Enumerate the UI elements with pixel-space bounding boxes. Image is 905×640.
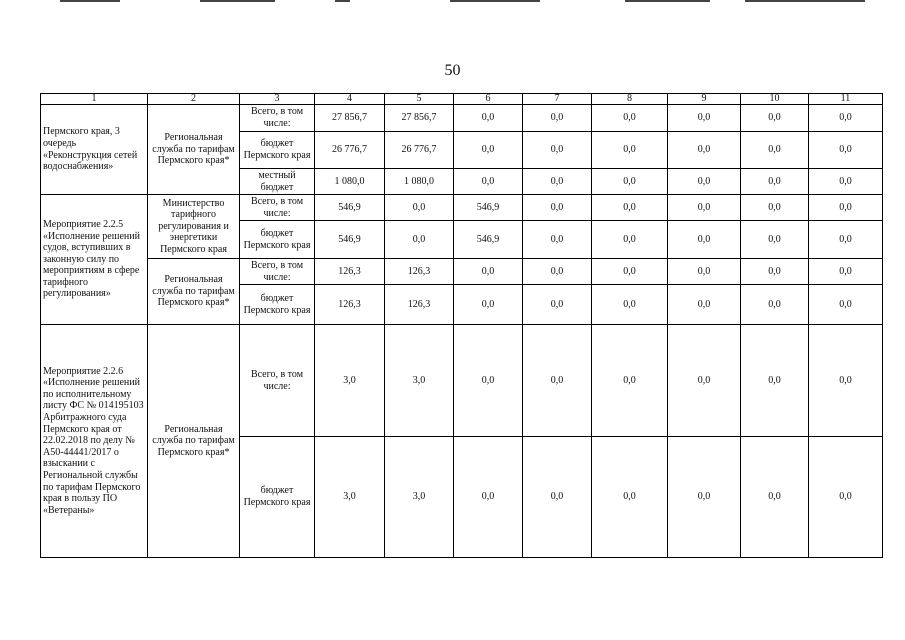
value-cell: 0,0 bbox=[523, 325, 592, 437]
header-cell: 10 bbox=[741, 94, 809, 105]
measure-title-cell: Пермского края, 3 очередь «Реконструкция сетей водоснабжения» bbox=[41, 105, 148, 195]
executor-cell: Министерство тарифного регулирования и энергетики Пермского края bbox=[148, 195, 240, 259]
top-border-line bbox=[745, 0, 865, 2]
value-cell: 0,0 bbox=[809, 195, 883, 221]
value-cell: 0,0 bbox=[592, 132, 668, 169]
value-cell: 546,9 bbox=[315, 221, 385, 259]
value-cell: 0,0 bbox=[668, 259, 741, 285]
value-cell: 126,3 bbox=[315, 259, 385, 285]
value-cell: 0,0 bbox=[523, 259, 592, 285]
value-cell: 0,0 bbox=[741, 437, 809, 558]
source-cell: Всего, в том числе: bbox=[240, 325, 315, 437]
source-cell: бюджет Пермского края bbox=[240, 285, 315, 325]
executor-cell: Региональная служба по тарифам Пермского края* bbox=[148, 325, 240, 558]
source-cell: бюджет Пермского края bbox=[240, 437, 315, 558]
value-cell: 0,0 bbox=[809, 132, 883, 169]
value-cell: 0,0 bbox=[741, 259, 809, 285]
value-cell: 1 080,0 bbox=[385, 169, 454, 195]
value-cell: 27 856,7 bbox=[315, 105, 385, 132]
measure-title-cell: Мероприятие 2.2.6 «Исполнение решений по исполнительному листу ФС № 014195103 Арбитражного суда Пермского края от 22.02.2018 по делу № А50-44441/2017 о взыскании с Региональной службы по тарифам Пермского края в пользу ПО «Ветераны» bbox=[41, 325, 148, 558]
value-cell: 546,9 bbox=[454, 195, 523, 221]
value-cell: 0,0 bbox=[523, 105, 592, 132]
value-cell: 0,0 bbox=[454, 437, 523, 558]
value-cell: 1 080,0 bbox=[315, 169, 385, 195]
header-cell: 1 bbox=[41, 94, 148, 105]
value-cell: 0,0 bbox=[454, 105, 523, 132]
value-cell: 126,3 bbox=[385, 259, 454, 285]
value-cell: 0,0 bbox=[523, 221, 592, 259]
value-cell: 0,0 bbox=[385, 221, 454, 259]
header-cell: 5 bbox=[385, 94, 454, 105]
value-cell: 0,0 bbox=[741, 285, 809, 325]
value-cell: 0,0 bbox=[592, 195, 668, 221]
value-cell: 0,0 bbox=[668, 169, 741, 195]
value-cell: 0,0 bbox=[592, 259, 668, 285]
table-row bbox=[41, 325, 883, 437]
header-cell: 3 bbox=[240, 94, 315, 105]
value-cell: 0,0 bbox=[809, 105, 883, 132]
source-cell: Всего, в том числе: bbox=[240, 105, 315, 132]
value-cell: 0,0 bbox=[741, 105, 809, 132]
source-cell: Всего, в том числе: bbox=[240, 195, 315, 221]
value-cell: 0,0 bbox=[592, 325, 668, 437]
header-cell: 8 bbox=[592, 94, 668, 105]
value-cell: 0,0 bbox=[454, 259, 523, 285]
value-cell: 0,0 bbox=[592, 105, 668, 132]
value-cell: 126,3 bbox=[315, 285, 385, 325]
value-cell: 0,0 bbox=[741, 195, 809, 221]
value-cell: 126,3 bbox=[385, 285, 454, 325]
value-cell: 0,0 bbox=[668, 325, 741, 437]
value-cell: 0,0 bbox=[454, 169, 523, 195]
header-cell: 9 bbox=[668, 94, 741, 105]
header-cell: 7 bbox=[523, 94, 592, 105]
source-cell: местный бюджет bbox=[240, 169, 315, 195]
value-cell: 0,0 bbox=[523, 437, 592, 558]
source-cell: Всего, в том числе: bbox=[240, 259, 315, 285]
top-border-line bbox=[335, 0, 350, 2]
source-cell: бюджет Пермского края bbox=[240, 221, 315, 259]
measure-title-cell: Мероприятие 2.2.5 «Исполнение решений судов, вступивших в законную силу по мероприятиям в сфере тарифного регулирования» bbox=[41, 195, 148, 325]
value-cell: 0,0 bbox=[454, 325, 523, 437]
value-cell: 0,0 bbox=[668, 437, 741, 558]
header-cell: 11 bbox=[809, 94, 883, 105]
value-cell: 0,0 bbox=[454, 285, 523, 325]
value-cell: 3,0 bbox=[315, 437, 385, 558]
value-cell: 0,0 bbox=[809, 259, 883, 285]
value-cell: 26 776,7 bbox=[385, 132, 454, 169]
top-border-line bbox=[625, 0, 710, 2]
top-border-line bbox=[200, 0, 275, 2]
value-cell: 0,0 bbox=[809, 221, 883, 259]
table-row bbox=[41, 195, 883, 221]
value-cell: 3,0 bbox=[315, 325, 385, 437]
value-cell: 0,0 bbox=[668, 221, 741, 259]
value-cell: 0,0 bbox=[668, 195, 741, 221]
header-cell: 6 bbox=[454, 94, 523, 105]
value-cell: 0,0 bbox=[668, 132, 741, 169]
value-cell: 0,0 bbox=[741, 169, 809, 195]
table-row bbox=[41, 259, 883, 285]
value-cell: 0,0 bbox=[523, 169, 592, 195]
value-cell: 27 856,7 bbox=[385, 105, 454, 132]
value-cell: 0,0 bbox=[668, 285, 741, 325]
value-cell: 0,0 bbox=[809, 325, 883, 437]
executor-cell: Региональная служба по тарифам Пермского края* bbox=[148, 105, 240, 195]
value-cell: 0,0 bbox=[592, 437, 668, 558]
header-cell: 4 bbox=[315, 94, 385, 105]
table-row bbox=[41, 105, 883, 132]
value-cell: 0,0 bbox=[385, 195, 454, 221]
header-row bbox=[41, 94, 883, 105]
value-cell: 0,0 bbox=[809, 437, 883, 558]
top-border-line bbox=[60, 0, 120, 2]
source-cell: бюджет Пермского края bbox=[240, 132, 315, 169]
value-cell: 0,0 bbox=[523, 195, 592, 221]
value-cell: 0,0 bbox=[741, 132, 809, 169]
value-cell: 0,0 bbox=[668, 105, 741, 132]
value-cell: 0,0 bbox=[809, 169, 883, 195]
value-cell: 546,9 bbox=[454, 221, 523, 259]
value-cell: 0,0 bbox=[454, 132, 523, 169]
header-cell: 2 bbox=[148, 94, 240, 105]
value-cell: 0,0 bbox=[741, 325, 809, 437]
value-cell: 0,0 bbox=[523, 285, 592, 325]
value-cell: 3,0 bbox=[385, 437, 454, 558]
value-cell: 0,0 bbox=[523, 132, 592, 169]
value-cell: 3,0 bbox=[385, 325, 454, 437]
value-cell: 546,9 bbox=[315, 195, 385, 221]
budget-table bbox=[40, 93, 883, 558]
value-cell: 0,0 bbox=[592, 221, 668, 259]
value-cell: 0,0 bbox=[809, 285, 883, 325]
value-cell: 0,0 bbox=[741, 221, 809, 259]
page-number: 50 bbox=[444, 62, 461, 79]
executor-cell: Региональная служба по тарифам Пермского края* bbox=[148, 259, 240, 325]
value-cell: 0,0 bbox=[592, 169, 668, 195]
value-cell: 26 776,7 bbox=[315, 132, 385, 169]
value-cell: 0,0 bbox=[592, 285, 668, 325]
top-border-line bbox=[450, 0, 540, 2]
